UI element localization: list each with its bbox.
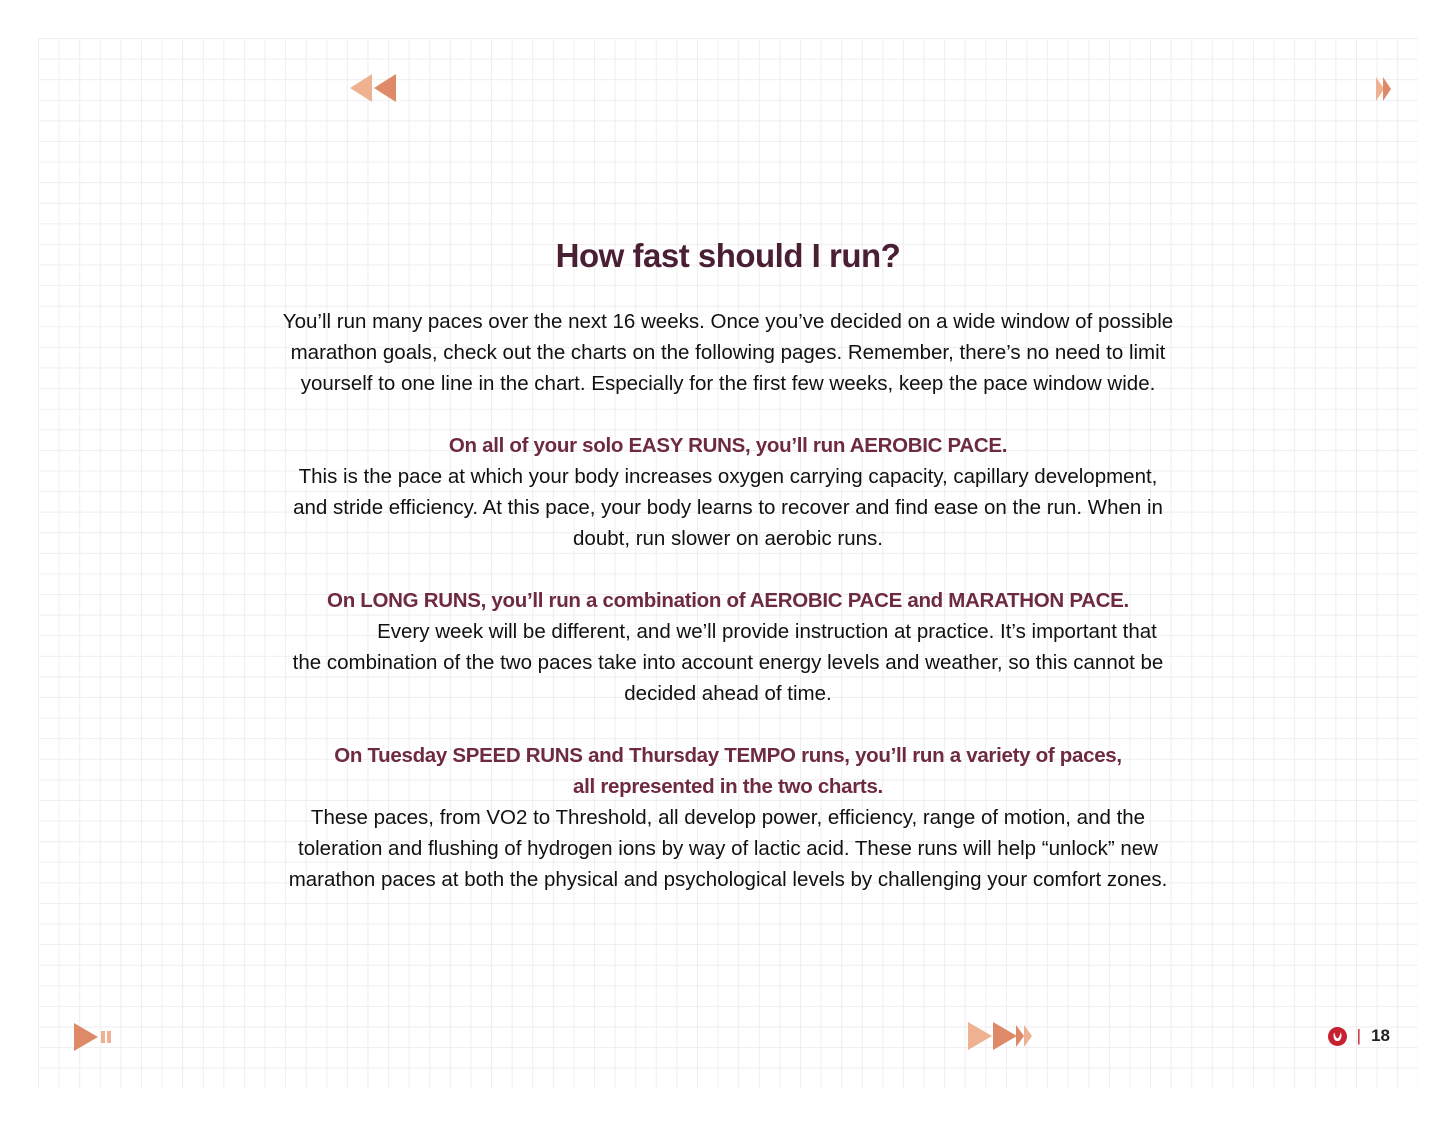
page-content [0, 306, 1456, 895]
section-body-line: This is the pace at which your body increases oxygen carrying capacity, capillary development, [298, 465, 1158, 488]
page-number: 18 [1371, 1026, 1390, 1045]
section-body-line: decided ahead of time. [624, 682, 832, 705]
section-body-line: These paces, from VO2 to Threshold, all develop power, efficiency, range of motion, and the [310, 806, 1146, 829]
intro-line: marathon goals, check out the charts on the following pages. Remember, there’s no need to limit [290, 341, 1166, 364]
section-heading-long-runs: On LONG RUNS, you’ll run a combination of AEROBIC PACE and MARATHON PACE. [327, 589, 1129, 612]
section-body-text: Every week will be different, and we’ll provide instruction at practice. It’s important that [377, 620, 1157, 643]
fast-forward-icon [1374, 76, 1394, 102]
section-body-line: and stride efficiency. At this pace, your body learns to recover and find ease on the run. When in [293, 496, 1163, 519]
section-body-line: marathon paces at both the physical and psychological levels by challenging your comfort zones. [288, 868, 1168, 891]
spacer [0, 554, 1456, 585]
section-heading-speed-tempo: On Tuesday SPEED RUNS and Thursday TEMPO runs, you’ll run a variety of paces, [334, 744, 1122, 767]
intro-line: yourself to one line in the chart. Especially for the first few weeks, keep the pace window wide. [300, 372, 1156, 395]
play-pause-icon [72, 1022, 114, 1052]
section-body-line [0, 616, 1456, 647]
section-heading-easy-runs: On all of your solo EASY RUNS, you’ll run AEROBIC PACE. [448, 434, 1008, 457]
section-body-line: the combination of the two paces take into account energy levels and weather, so this cannot be [292, 651, 1164, 674]
section-body-line: doubt, run slower on aerobic runs. [573, 527, 883, 550]
spacer [0, 709, 1456, 740]
spacer [0, 399, 1456, 430]
lululemon-logo [1328, 1027, 1347, 1046]
skip-forward-icon [966, 1020, 1036, 1052]
intro-line: You’ll run many paces over the next 16 weeks. Once you’ve decided on a wide window of possible [282, 310, 1174, 333]
rewind-icon [348, 72, 398, 104]
page-title: How fast should I run? [555, 237, 901, 274]
page-footer [1328, 1024, 1390, 1048]
section-body-line: toleration and flushing of hydrogen ions by way of lactic acid. These runs will help “unlock” new [298, 837, 1158, 860]
section-heading-speed-tempo: all represented in the two charts. [573, 775, 883, 798]
footer-separator: | [1356, 1026, 1362, 1045]
